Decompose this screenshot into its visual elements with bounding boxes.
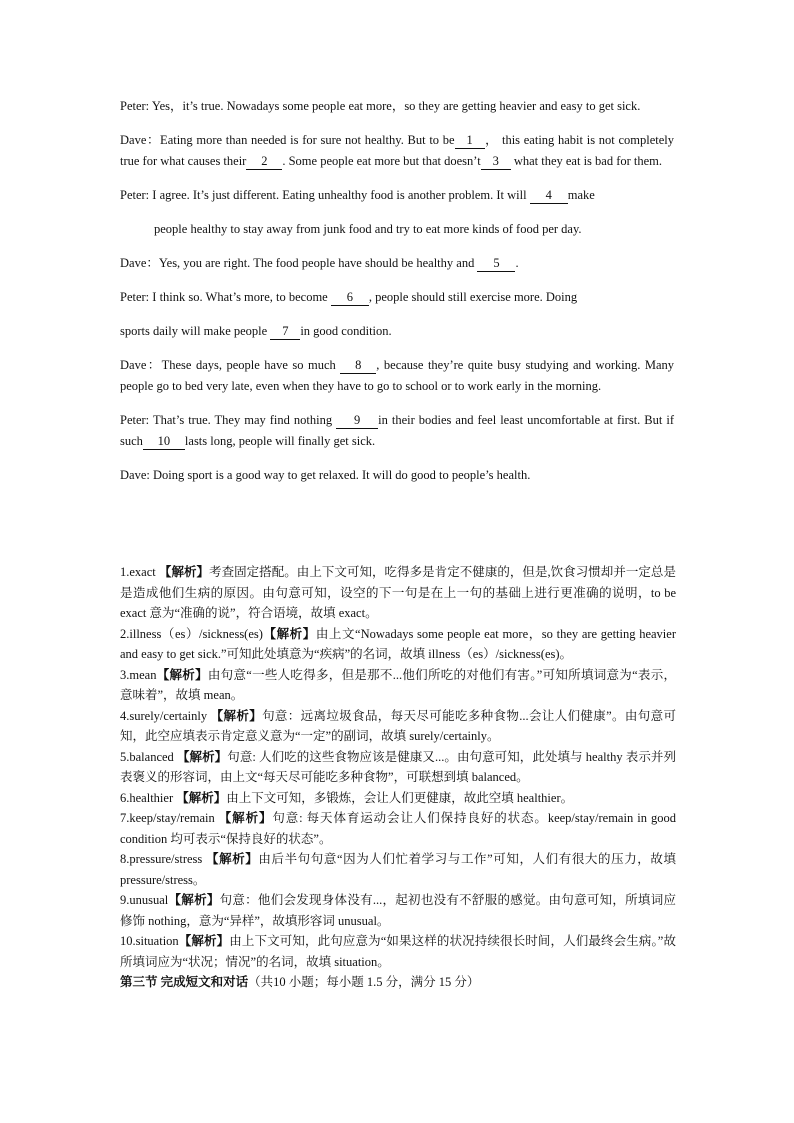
answer-key: 6.healthier bbox=[120, 790, 177, 805]
answer-blank: 7 bbox=[270, 324, 300, 340]
analysis-tag: 【解析】 bbox=[178, 934, 230, 948]
dialogue-text: lasts long, people will finally get sick. bbox=[184, 434, 376, 448]
analysis-text: 考查固定搭配。由上下文可知，吃得多是肯定不健康的，但是,饮食习惯却并一定总是是造成他们生病的原因。由句意可知，设空的下一句是在上一句的基础上进行更准确的说明，to be exact 意为“准确的说”，符合语境，故填 exact。 bbox=[120, 565, 676, 620]
dialogue-line bbox=[120, 219, 674, 240]
dialogue-text: make bbox=[567, 188, 595, 202]
answer-item bbox=[120, 665, 676, 706]
answer-item bbox=[120, 624, 676, 665]
dialogue-text: in good condition. bbox=[300, 324, 392, 338]
analysis-tag: 【解析】 bbox=[262, 626, 316, 641]
analysis-tag: 【解析】 bbox=[210, 708, 263, 723]
dialogue-line bbox=[120, 465, 674, 486]
answer-item bbox=[120, 890, 676, 931]
dialogue-text: ， this eating habit is not completely true for what causes their bbox=[120, 133, 675, 168]
answer-item bbox=[120, 788, 676, 809]
analysis-tag: 【解析】 bbox=[168, 893, 220, 907]
dialogue-text: Peter: I agree. It’s just different. Eating unhealthy food is another problem. It will bbox=[120, 188, 530, 202]
answer-item bbox=[120, 808, 676, 849]
section-heading bbox=[120, 972, 676, 993]
analysis-tag: 【解析】 bbox=[218, 811, 273, 825]
dialogue-line bbox=[120, 185, 674, 206]
analysis-tag: 【解析】 bbox=[158, 565, 210, 579]
analysis-text: 由上文“Nowadays some people eat more，so they are getting heavier and easy to get sick.”可知此处填意为“疾病”的名词，故填 illness（es）/sickness(es)。 bbox=[120, 626, 676, 661]
analysis-tag: 【解析】 bbox=[156, 667, 208, 682]
answer-item bbox=[120, 562, 676, 624]
analysis-text: 由上下文可知，多锻炼，会让人们更健康，故此空填 healthier。 bbox=[226, 790, 574, 805]
dialogue-line bbox=[120, 321, 674, 342]
analysis-text: 句意: 人们吃的这些食物应该是健康又...。由句意可知，此处填与 healthy 表示并列表褒义的形容词，由上文“每天尽可能吃多种食物”，可联想到填 balanced。 bbox=[120, 749, 676, 784]
dialogue-line bbox=[120, 96, 674, 117]
answer-blank: 6 bbox=[331, 290, 369, 306]
answer-blank: 9 bbox=[336, 413, 378, 429]
answer-blank: 3 bbox=[481, 154, 511, 170]
answer-blank: 2 bbox=[246, 154, 282, 170]
dialogue-text: , people should still exercise more. Doing bbox=[368, 290, 578, 304]
analysis-text: 句意：他们会发现身体没有...，起初也没有不舒服的感觉。由句意可知，所填词应修饰 nothing，意为“异样”，故填形容词 unusual。 bbox=[120, 893, 676, 928]
section-note: （共10 小题；每小题 1.5 分，满分 15 分） bbox=[248, 975, 480, 989]
analysis-tag: 【解析】 bbox=[176, 749, 228, 764]
dialogue-line bbox=[120, 410, 674, 452]
answer-key: 9.unusual bbox=[120, 893, 169, 907]
dialogue-text: Peter: Yes，it’s true. Nowadays some people eat more，so they are getting heavier and easy to get sick. bbox=[120, 99, 641, 113]
dialogue-text: Dave：Yes, you are right. The food people have should be healthy and bbox=[120, 256, 478, 270]
answer-blank: 5 bbox=[477, 256, 515, 272]
dialogue-text: . Some people eat more but that doesn’t bbox=[282, 154, 481, 168]
answer-blank: 4 bbox=[530, 188, 568, 204]
answer-item bbox=[120, 747, 676, 788]
dialogue-line bbox=[120, 253, 674, 274]
analysis-tag: 【解析】 bbox=[206, 852, 259, 866]
dialogue-line bbox=[120, 287, 674, 308]
dialogue-text: in their bodies and feel least uncomfortable at first. But if such bbox=[120, 413, 674, 448]
analysis-text: 句意: 每天体育运动会让人们保持良好的状态。keep/stay/remain in good condition 均可表示“保持良好的状态”。 bbox=[120, 811, 676, 846]
answer-key: 7.keep/stay/remain bbox=[120, 811, 219, 825]
analysis-text: 由上下文可知，此句应意为“如果这样的状况持续很长时间，人们最终会生病。”故所填词应为“状况；情况”的名词，故填 situation。 bbox=[120, 934, 676, 969]
section-title: 第三节 完成短文和对话 bbox=[120, 975, 249, 989]
dialogue-text: Dave：Eating more than needed is for sure not healthy. But to be bbox=[120, 133, 455, 147]
dialogue-line bbox=[120, 130, 674, 172]
dialogue-text: people healthy to stay away from junk food and try to eat more kinds of food per day. bbox=[154, 222, 582, 236]
answer-key: 2.illness（es）/sickness(es) bbox=[120, 626, 263, 641]
dialogue-text: Dave: Doing sport is a good way to get relaxed. It will do good to people’s health. bbox=[120, 468, 531, 482]
dialogue-text: sports daily will make people bbox=[120, 324, 271, 338]
answer-key: 10.situation bbox=[120, 934, 179, 948]
dialogue-text: , because they’re quite busy studying and working. Many people go to bed very late, even when they have to go to school or to work early in the morning. bbox=[120, 358, 674, 393]
answer-item bbox=[120, 849, 676, 890]
analysis-text: 句意：远离垃圾食品，每天尽可能吃多种食物...会让人们健康”。由句意可知，此空应填表示肯定意义意为“一定”的副词，故填 surely/certainly。 bbox=[120, 708, 676, 743]
analysis-tag: 【解析】 bbox=[176, 790, 227, 805]
answer-item bbox=[120, 931, 676, 972]
analysis-text: 由句意“一些人吃得多，但是那不...他们所吃的对他们有害。”可知所填词意为“表示，意味着”，故填 mean。 bbox=[120, 667, 676, 702]
dialogue-text: what they eat is bad for them. bbox=[510, 154, 663, 168]
answer-key: 5.balanced bbox=[120, 749, 177, 764]
dialogue-section bbox=[120, 96, 674, 499]
answer-key: 8.pressure/stress bbox=[120, 852, 206, 866]
dialogue-line bbox=[120, 355, 674, 397]
dialogue-text: Peter: I think so. What’s more, to become bbox=[120, 290, 331, 304]
answer-blank: 10 bbox=[143, 434, 185, 450]
dialogue-text: Dave：These days, people have so much bbox=[120, 358, 341, 372]
answer-blank: 1 bbox=[455, 133, 485, 149]
dialogue-text: Peter: That’s true. They may find nothing bbox=[120, 413, 337, 427]
answer-key: 3.mean bbox=[120, 667, 157, 682]
dialogue-text: . bbox=[515, 256, 519, 270]
answer-key: 4.surely/certainly bbox=[120, 708, 211, 723]
answer-key: 1.exact bbox=[120, 565, 159, 579]
answer-explanations bbox=[120, 562, 676, 993]
analysis-text: 由后半句句意“因为人们忙着学习与工作”可知，人们有很大的压力，故填 pressure/stress。 bbox=[120, 852, 676, 887]
answer-item bbox=[120, 706, 676, 747]
answer-blank: 8 bbox=[340, 358, 376, 374]
